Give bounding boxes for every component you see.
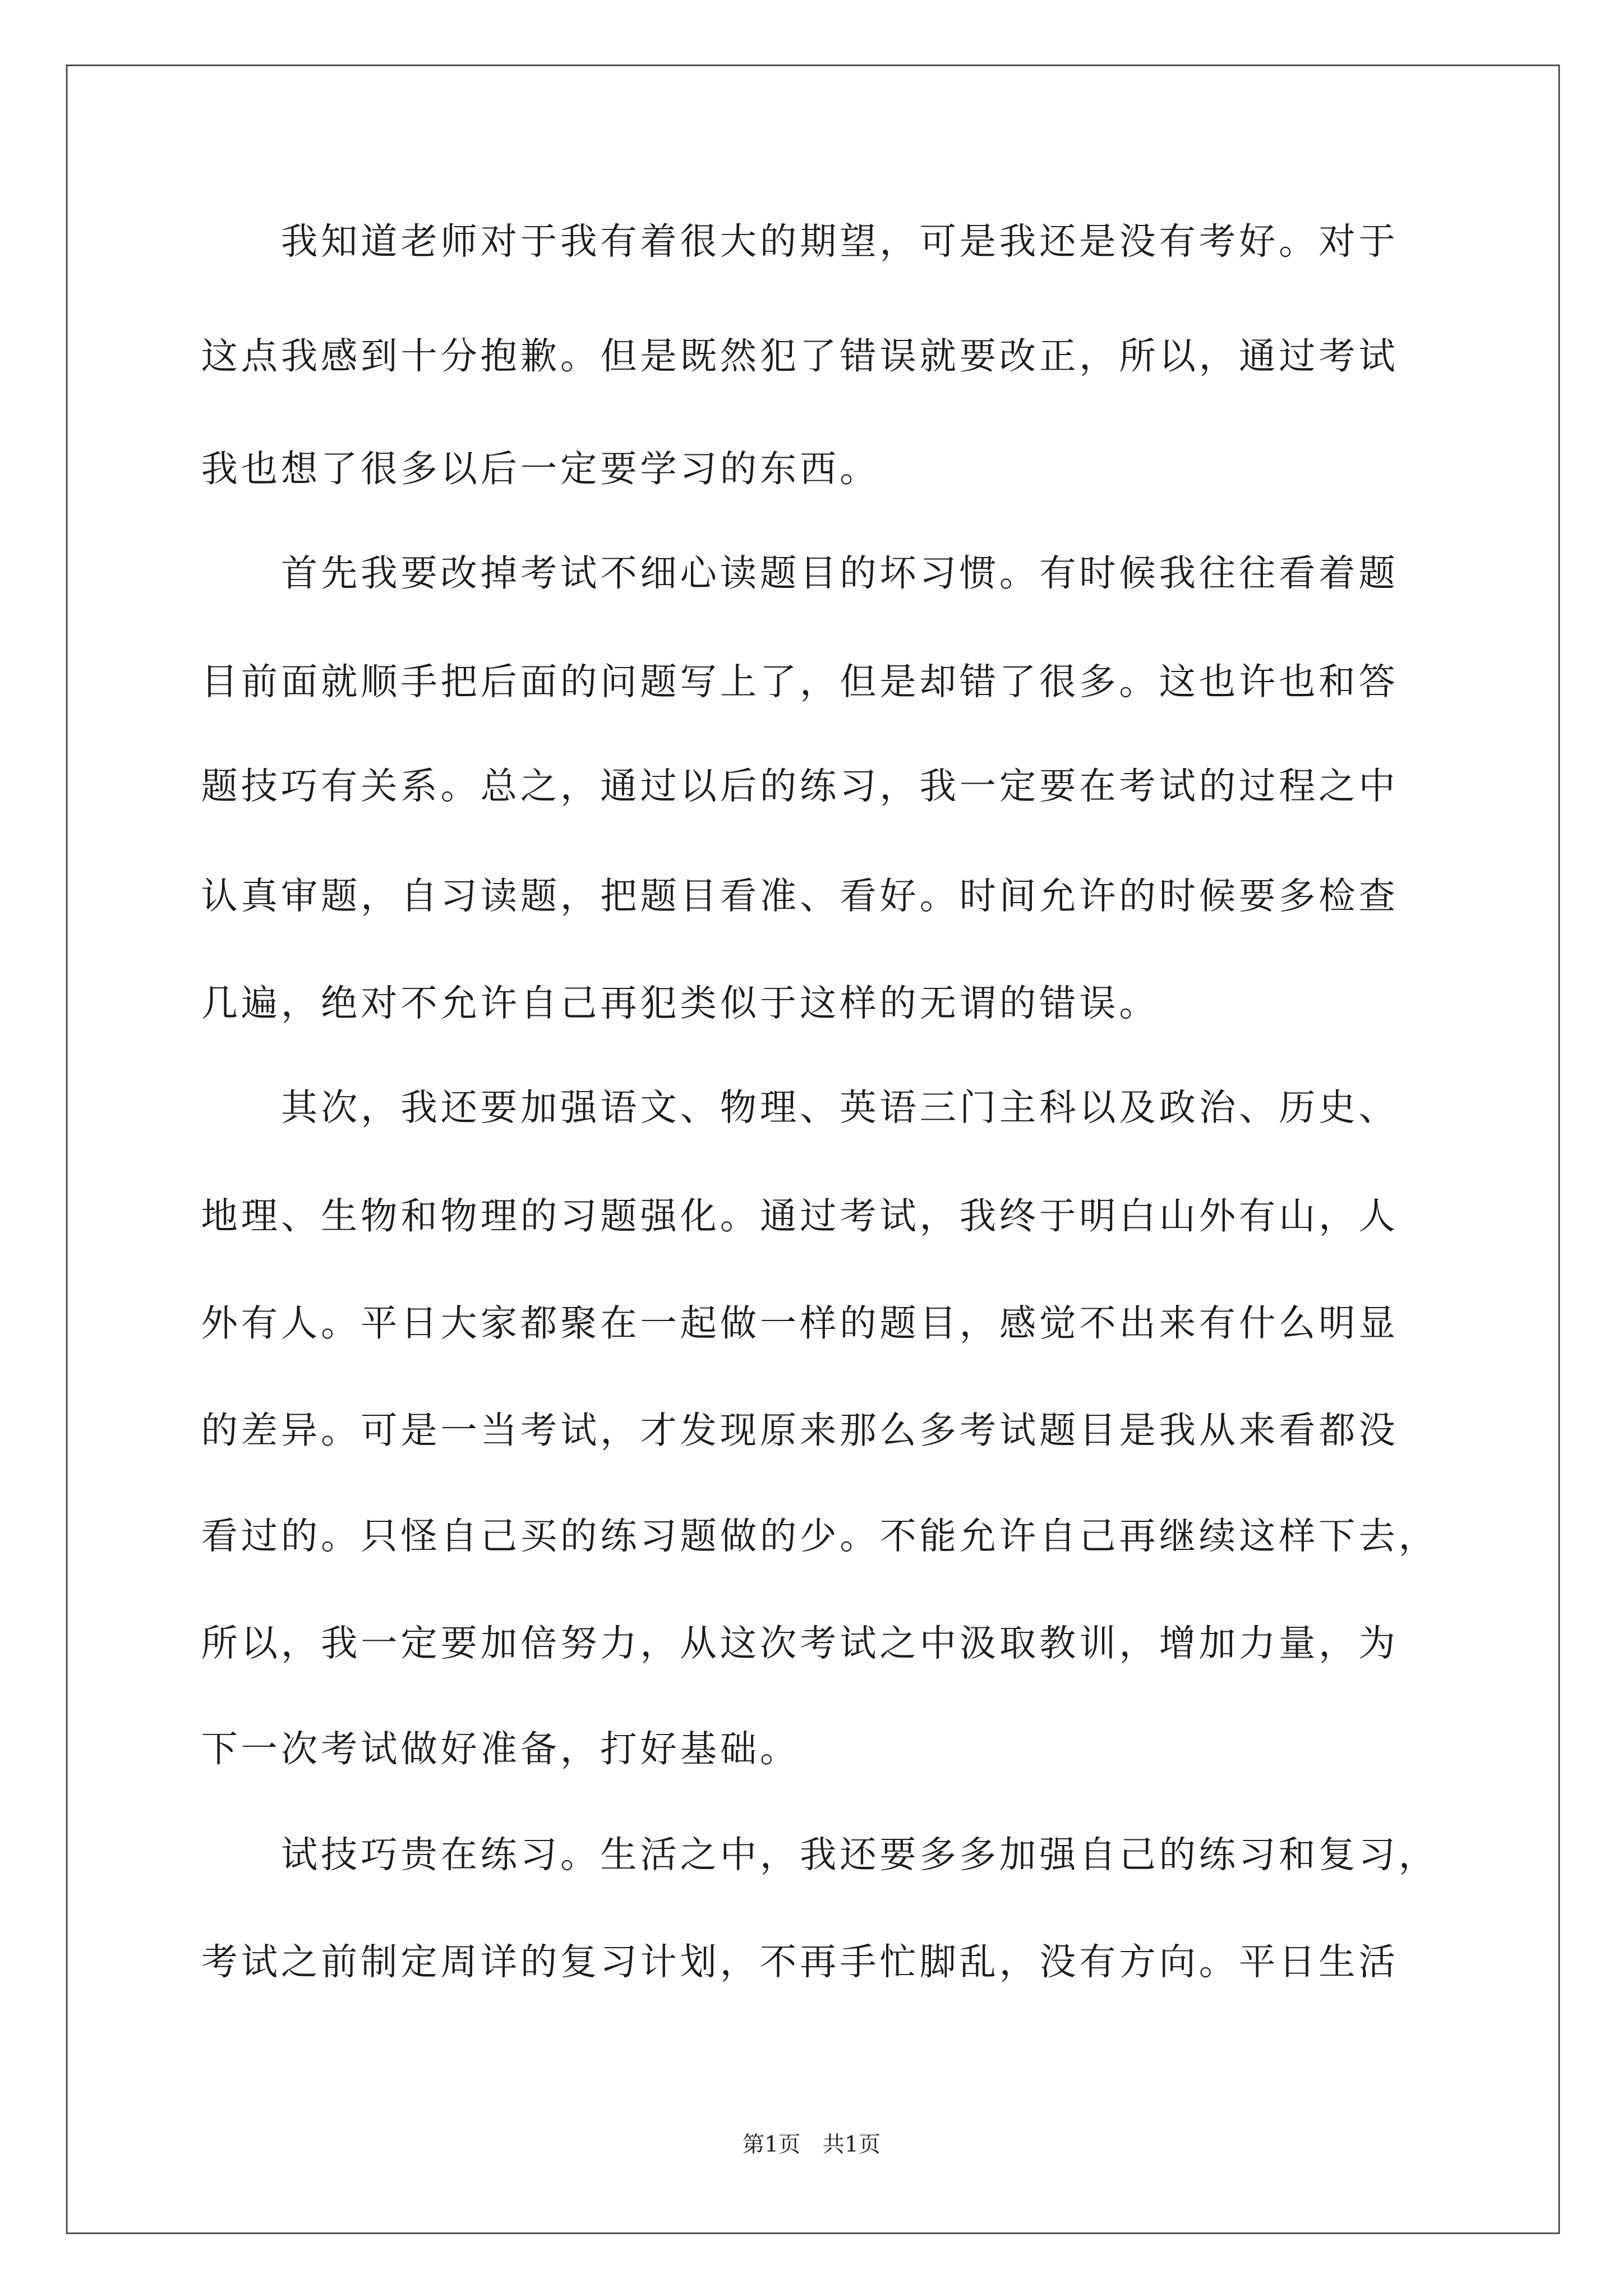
text-line: 首先我要改掉考试不细心读题目的坏习惯。有时候我往往看着题 [201, 551, 1399, 595]
text-line: 我知道老师对于我有着很大的期望，可是我还是没有考好。对于 [201, 220, 1399, 263]
text-line: 地理、生物和物理的习题强化。通过考试，我终于明白山外有山，人 [201, 1194, 1399, 1237]
text-line: 看过的。只怪自己买的练习题做的少。不能允许自己再继续这样下去， [201, 1515, 1438, 1558]
text-line: 题技巧有关系。总之，通过以后的练习，我一定要在考试的过程之中 [201, 765, 1399, 808]
page-border [66, 65, 1560, 2234]
text-line: 我也想了很多以后一定要学习的东西。 [201, 448, 880, 490]
text-line: 下一次考试做好准备，打好基础。 [201, 1727, 800, 1770]
text-line: 这点我感到十分抱歉。但是既然犯了错误就要改正，所以，通过考试 [201, 334, 1399, 378]
text-line: 目前面就顺手把后面的问题写上了，但是却错了很多。这也许也和答 [201, 660, 1399, 703]
text-line: 几遍，绝对不允许自己再犯类似于这样的无谓的错误。 [201, 982, 1159, 1025]
text-line: 其次，我还要加强语文、物理、英语三门主科以及政治、历史、 [201, 1086, 1399, 1129]
text-line: 所以，我一定要加倍努力，从这次考试之中汲取教训，增加力量，为 [201, 1622, 1399, 1665]
text-line: 认真审题，自习读题，把题目看准、看好。时间允许的时候要多检查 [201, 875, 1399, 918]
text-line: 试技巧贵在练习。生活之中，我还要多多加强自己的练习和复习， [201, 1833, 1438, 1876]
text-line: 的差异。可是一当考试，才发现原来那么多考试题目是我从来看都没 [201, 1409, 1399, 1452]
text-line: 考试之前制定周详的复习计划，不再手忙脚乱，没有方向。平日生活 [201, 1940, 1399, 1984]
page-footer: 第1页 共1页 [742, 2131, 881, 2158]
text-line: 外有人。平日大家都聚在一起做一样的题目，感觉不出来有什么明显 [201, 1301, 1399, 1345]
